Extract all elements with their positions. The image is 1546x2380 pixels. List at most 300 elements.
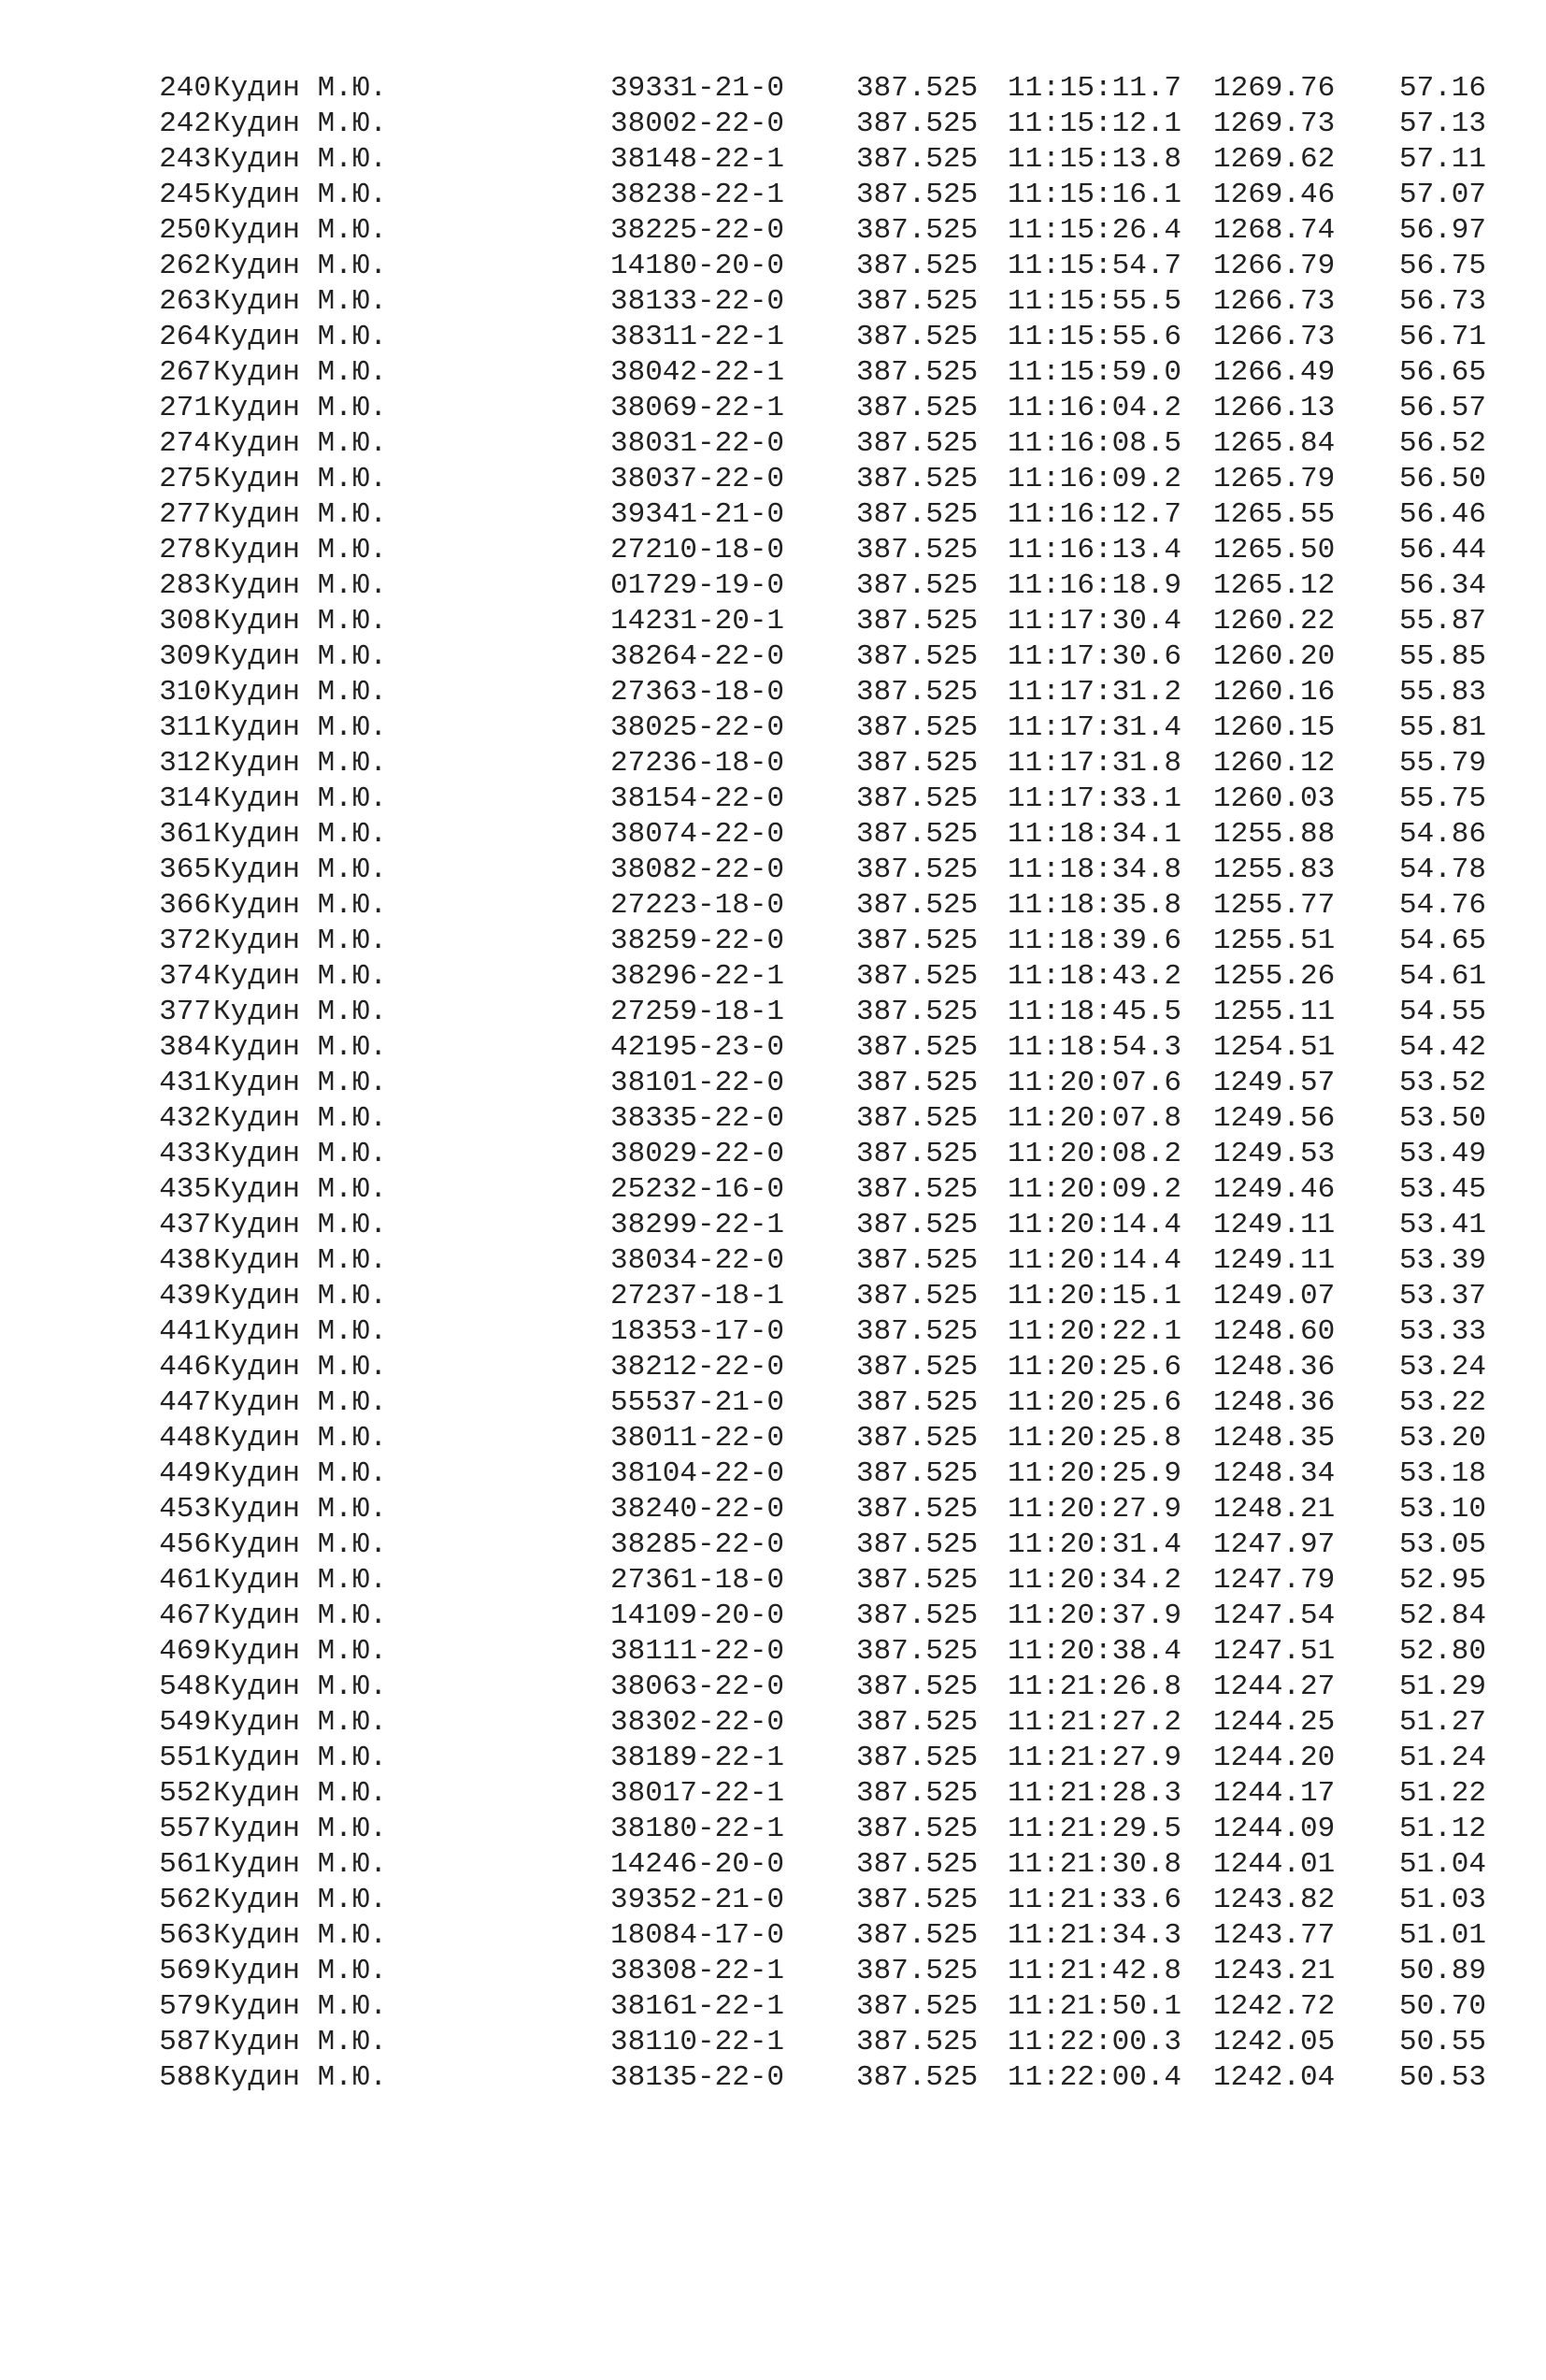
table-row [138,1208,1484,1243]
frequency-cell: 387.525 [856,1315,979,1348]
percent-cell: 53.22 [1398,1386,1486,1419]
id-cell: 39352-21-0 [610,1884,785,1916]
percent-cell: 55.81 [1398,711,1486,744]
time-cell: 11:21:28.3 [1008,1777,1182,1810]
table-row [138,462,1484,497]
score-cell: 1242.04 [1213,2061,1336,2094]
id-cell: 01729-19-0 [610,569,785,602]
percent-cell: 56.73 [1398,285,1486,318]
table-row [138,1670,1484,1705]
time-cell: 11:15:11.7 [1008,72,1182,105]
table-row [138,675,1484,710]
frequency-cell: 387.525 [856,996,979,1028]
percent-cell: 53.37 [1398,1280,1486,1312]
table-row [138,1314,1484,1350]
score-cell: 1249.46 [1213,1173,1336,1206]
results-list [138,71,1484,2096]
name-cell: Кудин М.Ю. [213,1777,388,1810]
time-cell: 11:18:34.1 [1008,818,1182,851]
percent-cell: 56.71 [1398,321,1486,353]
time-cell: 11:15:26.4 [1008,214,1182,247]
frequency-cell: 387.525 [856,1848,979,1881]
table-row [138,2025,1484,2060]
table-row [138,1847,1484,1883]
frequency-cell: 387.525 [856,72,979,105]
name-cell: Кудин М.Ю. [213,1067,388,1099]
time-cell: 11:20:15.1 [1008,1280,1182,1312]
place-cell: 264 [159,321,211,353]
id-cell: 38238-22-1 [610,179,785,211]
frequency-cell: 387.525 [856,250,979,282]
table-row [138,178,1484,213]
frequency-cell: 387.525 [856,1919,979,1952]
table-row [138,1741,1484,1776]
name-cell: Кудин М.Ю. [213,392,388,424]
percent-cell: 53.20 [1398,1422,1486,1455]
table-row [138,1563,1484,1599]
time-cell: 11:15:54.7 [1008,250,1182,282]
score-cell: 1265.84 [1213,427,1336,460]
table-row [138,746,1484,781]
table-row [138,888,1484,924]
table-row [138,1030,1484,1066]
id-cell: 38074-22-0 [610,818,785,851]
name-cell: Кудин М.Ю. [213,1742,388,1774]
name-cell: Кудин М.Ю. [213,1599,388,1632]
table-row [138,1954,1484,1989]
name-cell: Кудин М.Ю. [213,996,388,1028]
place-cell: 431 [159,1067,211,1099]
percent-cell: 54.42 [1398,1031,1486,1064]
frequency-cell: 387.525 [856,1635,979,1668]
name-cell: Кудин М.Ю. [213,250,388,282]
frequency-cell: 387.525 [856,1990,979,2023]
frequency-cell: 387.525 [856,1955,979,1987]
table-row [138,249,1484,284]
table-row [138,568,1484,604]
percent-cell: 50.70 [1398,1990,1486,2023]
time-cell: 11:18:34.8 [1008,853,1182,886]
percent-cell: 52.84 [1398,1599,1486,1632]
percent-cell: 56.44 [1398,534,1486,566]
name-cell: Кудин М.Ю. [213,1955,388,1987]
id-cell: 38133-22-0 [610,285,785,318]
results-document [138,71,1484,2096]
id-cell: 38029-22-0 [610,1138,785,1170]
time-cell: 11:22:00.3 [1008,2026,1182,2058]
place-cell: 277 [159,498,211,531]
time-cell: 11:22:00.4 [1008,2061,1182,2094]
time-cell: 11:21:29.5 [1008,1813,1182,1845]
name-cell: Кудин М.Ю. [213,569,388,602]
time-cell: 11:17:31.8 [1008,747,1182,780]
frequency-cell: 387.525 [856,747,979,780]
name-cell: Кудин М.Ю. [213,1315,388,1348]
table-row [138,2060,1484,2096]
time-cell: 11:15:13.8 [1008,143,1182,176]
frequency-cell: 387.525 [856,569,979,602]
score-cell: 1260.16 [1213,676,1336,709]
percent-cell: 54.78 [1398,853,1486,886]
time-cell: 11:20:07.6 [1008,1067,1182,1099]
score-cell: 1260.03 [1213,782,1336,815]
percent-cell: 56.50 [1398,463,1486,495]
percent-cell: 56.57 [1398,392,1486,424]
frequency-cell: 387.525 [856,1102,979,1135]
score-cell: 1269.62 [1213,143,1336,176]
percent-cell: 56.52 [1398,427,1486,460]
score-cell: 1248.36 [1213,1351,1336,1384]
id-cell: 38189-22-1 [610,1742,785,1774]
score-cell: 1266.49 [1213,356,1336,389]
frequency-cell: 387.525 [856,1138,979,1170]
percent-cell: 54.86 [1398,818,1486,851]
score-cell: 1255.26 [1213,960,1336,993]
place-cell: 588 [159,2061,211,2094]
score-cell: 1265.12 [1213,569,1336,602]
table-row [138,391,1484,426]
id-cell: 38180-22-1 [610,1813,785,1845]
place-cell: 439 [159,1280,211,1312]
time-cell: 11:15:16.1 [1008,179,1182,211]
table-row [138,1634,1484,1670]
name-cell: Кудин М.Ю. [213,1457,388,1490]
frequency-cell: 387.525 [856,1564,979,1597]
place-cell: 243 [159,143,211,176]
time-cell: 11:16:18.9 [1008,569,1182,602]
place-cell: 449 [159,1457,211,1490]
name-cell: Кудин М.Ю. [213,782,388,815]
name-cell: Кудин М.Ю. [213,605,388,638]
percent-cell: 53.50 [1398,1102,1486,1135]
score-cell: 1247.51 [1213,1635,1336,1668]
score-cell: 1249.57 [1213,1067,1336,1099]
name-cell: Кудин М.Ю. [213,818,388,851]
name-cell: Кудин М.Ю. [213,498,388,531]
time-cell: 11:20:25.8 [1008,1422,1182,1455]
id-cell: 18353-17-0 [610,1315,785,1348]
frequency-cell: 387.525 [856,321,979,353]
score-cell: 1244.01 [1213,1848,1336,1881]
id-cell: 38240-22-0 [610,1493,785,1526]
score-cell: 1243.21 [1213,1955,1336,1987]
name-cell: Кудин М.Ю. [213,427,388,460]
time-cell: 11:20:14.4 [1008,1209,1182,1241]
table-row [138,1705,1484,1741]
name-cell: Кудин М.Ю. [213,2061,388,2094]
score-cell: 1254.51 [1213,1031,1336,1064]
name-cell: Кудин М.Ю. [213,1813,388,1845]
percent-cell: 50.89 [1398,1955,1486,1987]
table-row [138,1456,1484,1492]
time-cell: 11:20:22.1 [1008,1315,1182,1348]
id-cell: 14109-20-0 [610,1599,785,1632]
percent-cell: 51.24 [1398,1742,1486,1774]
percent-cell: 50.55 [1398,2026,1486,2058]
table-row [138,1385,1484,1421]
place-cell: 267 [159,356,211,389]
score-cell: 1243.77 [1213,1919,1336,1952]
place-cell: 262 [159,250,211,282]
place-cell: 384 [159,1031,211,1064]
score-cell: 1260.20 [1213,640,1336,673]
score-cell: 1248.34 [1213,1457,1336,1490]
place-cell: 374 [159,960,211,993]
score-cell: 1249.11 [1213,1209,1336,1241]
place-cell: 551 [159,1742,211,1774]
id-cell: 38082-22-0 [610,853,785,886]
table-row [138,213,1484,249]
time-cell: 11:18:39.6 [1008,925,1182,957]
table-row [138,1279,1484,1314]
frequency-cell: 387.525 [856,108,979,140]
place-cell: 432 [159,1102,211,1135]
frequency-cell: 387.525 [856,818,979,851]
id-cell: 38285-22-0 [610,1528,785,1561]
place-cell: 461 [159,1564,211,1597]
place-cell: 557 [159,1813,211,1845]
percent-cell: 56.34 [1398,569,1486,602]
place-cell: 361 [159,818,211,851]
place-cell: 271 [159,392,211,424]
score-cell: 1260.22 [1213,605,1336,638]
score-cell: 1242.72 [1213,1990,1336,2023]
place-cell: 245 [159,179,211,211]
name-cell: Кудин М.Ю. [213,1493,388,1526]
time-cell: 11:21:27.9 [1008,1742,1182,1774]
place-cell: 456 [159,1528,211,1561]
place-cell: 549 [159,1706,211,1739]
frequency-cell: 387.525 [856,1280,979,1312]
time-cell: 11:15:55.6 [1008,321,1182,353]
score-cell: 1266.73 [1213,285,1336,318]
time-cell: 11:15:55.5 [1008,285,1182,318]
frequency-cell: 387.525 [856,1173,979,1206]
percent-cell: 50.53 [1398,2061,1486,2094]
score-cell: 1248.35 [1213,1422,1336,1455]
id-cell: 39331-21-0 [610,72,785,105]
name-cell: Кудин М.Ю. [213,640,388,673]
table-row [138,142,1484,178]
name-cell: Кудин М.Ю. [213,1031,388,1064]
frequency-cell: 387.525 [856,676,979,709]
table-row [138,817,1484,853]
table-row [138,1066,1484,1101]
table-row [138,781,1484,817]
place-cell: 438 [159,1244,211,1277]
place-cell: 274 [159,427,211,460]
place-cell: 447 [159,1386,211,1419]
percent-cell: 51.03 [1398,1884,1486,1916]
percent-cell: 57.13 [1398,108,1486,140]
table-row [138,924,1484,959]
table-row [138,426,1484,462]
score-cell: 1249.11 [1213,1244,1336,1277]
time-cell: 11:18:35.8 [1008,889,1182,922]
frequency-cell: 387.525 [856,1244,979,1277]
id-cell: 38148-22-1 [610,143,785,176]
id-cell: 27361-18-0 [610,1564,785,1597]
place-cell: 569 [159,1955,211,1987]
frequency-cell: 387.525 [856,605,979,638]
id-cell: 38302-22-0 [610,1706,785,1739]
id-cell: 14246-20-0 [610,1848,785,1881]
place-cell: 448 [159,1422,211,1455]
score-cell: 1269.76 [1213,72,1336,105]
score-cell: 1255.83 [1213,853,1336,886]
time-cell: 11:21:42.8 [1008,1955,1182,1987]
time-cell: 11:21:27.2 [1008,1706,1182,1739]
percent-cell: 56.46 [1398,498,1486,531]
id-cell: 38335-22-0 [610,1102,785,1135]
score-cell: 1247.79 [1213,1564,1336,1597]
table-row [138,853,1484,888]
table-row [138,1599,1484,1634]
frequency-cell: 387.525 [856,2061,979,2094]
place-cell: 446 [159,1351,211,1384]
table-row [138,604,1484,639]
id-cell: 38225-22-0 [610,214,785,247]
id-cell: 27210-18-0 [610,534,785,566]
place-cell: 366 [159,889,211,922]
percent-cell: 51.22 [1398,1777,1486,1810]
time-cell: 11:21:30.8 [1008,1848,1182,1881]
percent-cell: 54.61 [1398,960,1486,993]
id-cell: 27223-18-0 [610,889,785,922]
id-cell: 18084-17-0 [610,1919,785,1952]
id-cell: 38299-22-1 [610,1209,785,1241]
place-cell: 548 [159,1670,211,1703]
id-cell: 38037-22-0 [610,463,785,495]
place-cell: 365 [159,853,211,886]
table-row [138,1492,1484,1527]
table-row [138,533,1484,568]
score-cell: 1269.73 [1213,108,1336,140]
time-cell: 11:21:33.6 [1008,1884,1182,1916]
name-cell: Кудин М.Ю. [213,1386,388,1419]
time-cell: 11:20:14.4 [1008,1244,1182,1277]
percent-cell: 56.65 [1398,356,1486,389]
table-row [138,284,1484,320]
name-cell: Кудин М.Ю. [213,321,388,353]
frequency-cell: 387.525 [856,1599,979,1632]
table-row [138,1243,1484,1279]
name-cell: Кудин М.Ю. [213,2026,388,2058]
place-cell: 433 [159,1138,211,1170]
place-cell: 314 [159,782,211,815]
score-cell: 1248.36 [1213,1386,1336,1419]
table-row [138,1918,1484,1954]
frequency-cell: 387.525 [856,1422,979,1455]
name-cell: Кудин М.Ю. [213,179,388,211]
score-cell: 1265.50 [1213,534,1336,566]
name-cell: Кудин М.Ю. [213,1173,388,1206]
time-cell: 11:20:34.2 [1008,1564,1182,1597]
score-cell: 1248.21 [1213,1493,1336,1526]
name-cell: Кудин М.Ю. [213,1209,388,1241]
id-cell: 38259-22-0 [610,925,785,957]
table-row [138,1883,1484,1918]
percent-cell: 51.29 [1398,1670,1486,1703]
id-cell: 38063-22-0 [610,1670,785,1703]
table-row [138,71,1484,107]
time-cell: 11:18:43.2 [1008,960,1182,993]
name-cell: Кудин М.Ю. [213,1884,388,1916]
id-cell: 38034-22-0 [610,1244,785,1277]
percent-cell: 53.52 [1398,1067,1486,1099]
name-cell: Кудин М.Ю. [213,1635,388,1668]
table-row [138,1350,1484,1385]
name-cell: Кудин М.Ю. [213,72,388,105]
name-cell: Кудин М.Ю. [213,1280,388,1312]
percent-cell: 53.05 [1398,1528,1486,1561]
percent-cell: 53.39 [1398,1244,1486,1277]
score-cell: 1243.82 [1213,1884,1336,1916]
place-cell: 311 [159,711,211,744]
percent-cell: 53.41 [1398,1209,1486,1241]
id-cell: 25232-16-0 [610,1173,785,1206]
score-cell: 1249.53 [1213,1138,1336,1170]
name-cell: Кудин М.Ю. [213,534,388,566]
time-cell: 11:20:07.8 [1008,1102,1182,1135]
id-cell: 27259-18-1 [610,996,785,1028]
time-cell: 11:16:12.7 [1008,498,1182,531]
percent-cell: 53.33 [1398,1315,1486,1348]
id-cell: 55537-21-0 [610,1386,785,1419]
table-row [138,639,1484,675]
time-cell: 11:16:13.4 [1008,534,1182,566]
percent-cell: 52.95 [1398,1564,1486,1597]
time-cell: 11:17:31.4 [1008,711,1182,744]
table-row [138,1812,1484,1847]
percent-cell: 51.04 [1398,1848,1486,1881]
name-cell: Кудин М.Ю. [213,1102,388,1135]
time-cell: 11:16:04.2 [1008,392,1182,424]
name-cell: Кудин М.Ю. [213,889,388,922]
score-cell: 1266.73 [1213,321,1336,353]
time-cell: 11:15:12.1 [1008,108,1182,140]
table-row [138,355,1484,391]
score-cell: 1255.77 [1213,889,1336,922]
name-cell: Кудин М.Ю. [213,853,388,886]
percent-cell: 53.49 [1398,1138,1486,1170]
time-cell: 11:20:09.2 [1008,1173,1182,1206]
score-cell: 1260.15 [1213,711,1336,744]
id-cell: 38110-22-1 [610,2026,785,2058]
name-cell: Кудин М.Ю. [213,285,388,318]
time-cell: 11:17:30.4 [1008,605,1182,638]
frequency-cell: 387.525 [856,392,979,424]
score-cell: 1248.60 [1213,1315,1336,1348]
place-cell: 309 [159,640,211,673]
percent-cell: 53.18 [1398,1457,1486,1490]
time-cell: 11:16:09.2 [1008,463,1182,495]
place-cell: 278 [159,534,211,566]
name-cell: Кудин М.Ю. [213,1848,388,1881]
percent-cell: 51.27 [1398,1706,1486,1739]
frequency-cell: 387.525 [856,1351,979,1384]
id-cell: 38154-22-0 [610,782,785,815]
place-cell: 467 [159,1599,211,1632]
score-cell: 1247.54 [1213,1599,1336,1632]
id-cell: 38101-22-0 [610,1067,785,1099]
percent-cell: 57.16 [1398,72,1486,105]
time-cell: 11:18:45.5 [1008,996,1182,1028]
name-cell: Кудин М.Ю. [213,925,388,957]
time-cell: 11:20:25.6 [1008,1351,1182,1384]
percent-cell: 53.10 [1398,1493,1486,1526]
frequency-cell: 387.525 [856,640,979,673]
